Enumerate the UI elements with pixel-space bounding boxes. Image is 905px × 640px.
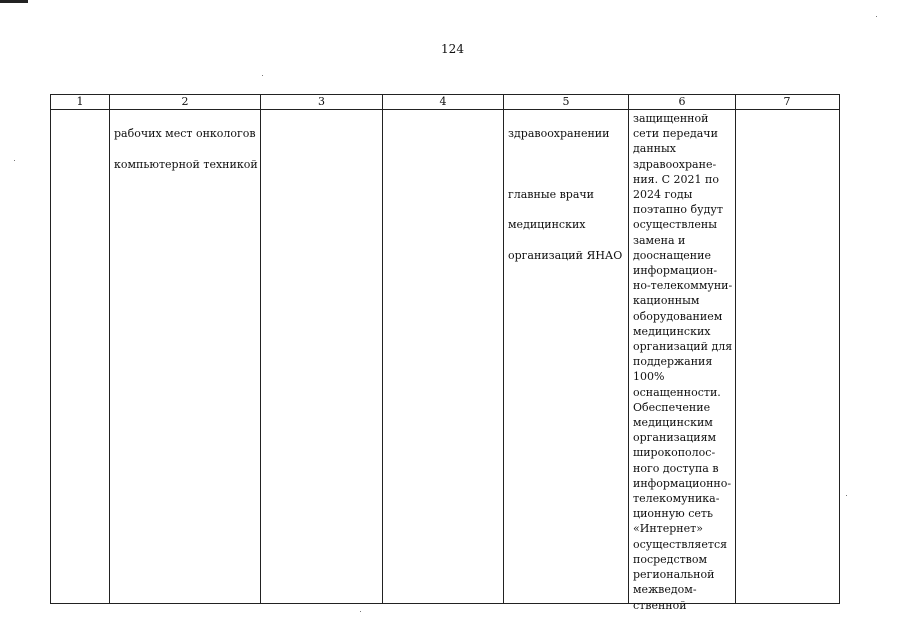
text-line: медицинским bbox=[633, 416, 713, 430]
text-line: межведом- bbox=[633, 583, 697, 597]
page-number: 124 bbox=[441, 42, 464, 56]
text-line: 100% bbox=[633, 370, 665, 384]
text-line: «Интернет» bbox=[633, 522, 703, 536]
text-line: организациям bbox=[633, 431, 717, 445]
continuation-table bbox=[50, 94, 840, 612]
text-line: компьютерной техникой bbox=[114, 157, 258, 171]
text-line: медицинских bbox=[508, 218, 586, 232]
cell-col5-text bbox=[508, 111, 626, 278]
text-line: рабочих мест онкологов bbox=[114, 127, 256, 141]
cell-col2-text bbox=[114, 111, 262, 187]
text-line: информационно- bbox=[633, 476, 732, 490]
text-line: телекомуника- bbox=[633, 492, 720, 506]
column-header-3: 3 bbox=[318, 95, 325, 108]
text-line: защищенной bbox=[633, 112, 709, 125]
text-line: ния. С 2021 по bbox=[633, 172, 719, 186]
scan-speck bbox=[262, 75, 263, 76]
column-divider bbox=[109, 95, 110, 603]
scan-speck bbox=[360, 611, 361, 612]
text-line: Обеспечение bbox=[633, 400, 711, 414]
text-line: 2024 годы bbox=[633, 188, 693, 202]
text-line: данных bbox=[633, 142, 676, 156]
blank-line bbox=[508, 157, 626, 172]
text-line: ного доступа в bbox=[633, 461, 719, 475]
column-header-1: 1 bbox=[76, 95, 84, 108]
text-line: медицинских bbox=[633, 324, 711, 338]
column-header-6: 6 bbox=[678, 95, 686, 108]
text-line: широкополос- bbox=[633, 446, 716, 460]
text-line: посредством bbox=[633, 552, 708, 566]
column-header-5: 5 bbox=[562, 95, 570, 108]
column-header-7: 7 bbox=[783, 95, 791, 108]
column-divider bbox=[735, 95, 736, 603]
scan-speck bbox=[846, 495, 847, 496]
column-header-4: 4 bbox=[439, 95, 447, 108]
text-line: организаций для bbox=[633, 340, 733, 354]
scan-speck bbox=[14, 160, 15, 161]
cell-col6-text bbox=[633, 111, 733, 613]
text-line: осуществлены bbox=[633, 218, 718, 232]
text-line: кационным bbox=[633, 294, 700, 308]
column-divider bbox=[503, 95, 504, 603]
text-line: организаций ЯНАО bbox=[508, 248, 623, 262]
scan-corner-mark bbox=[0, 0, 28, 3]
text-line: замена и bbox=[633, 233, 686, 247]
text-line: информацион- bbox=[633, 264, 718, 278]
text-line: поэтапно будут bbox=[633, 203, 723, 217]
text-line: оборудованием bbox=[633, 309, 723, 323]
text-line: осуществляется bbox=[633, 537, 728, 551]
text-line: но-телекоммуни- bbox=[633, 279, 733, 293]
column-divider bbox=[382, 95, 383, 603]
column-header-2: 2 bbox=[181, 95, 189, 108]
text-line: сети передачи bbox=[633, 127, 718, 141]
text-line: поддержания bbox=[633, 355, 713, 369]
text-line: здравоохранении bbox=[508, 127, 610, 141]
text-line: ственной bbox=[633, 598, 687, 612]
text-line: главные врачи bbox=[508, 188, 594, 201]
text-line: оснащенности. bbox=[633, 385, 721, 399]
text-line: региональной bbox=[633, 568, 715, 582]
text-line: дооснащение bbox=[633, 248, 711, 262]
header-row-rule bbox=[51, 109, 839, 110]
column-divider bbox=[628, 95, 629, 603]
text-line: ционную сеть bbox=[633, 507, 713, 521]
scan-speck bbox=[876, 16, 877, 17]
text-line: здравоохране- bbox=[633, 157, 717, 171]
